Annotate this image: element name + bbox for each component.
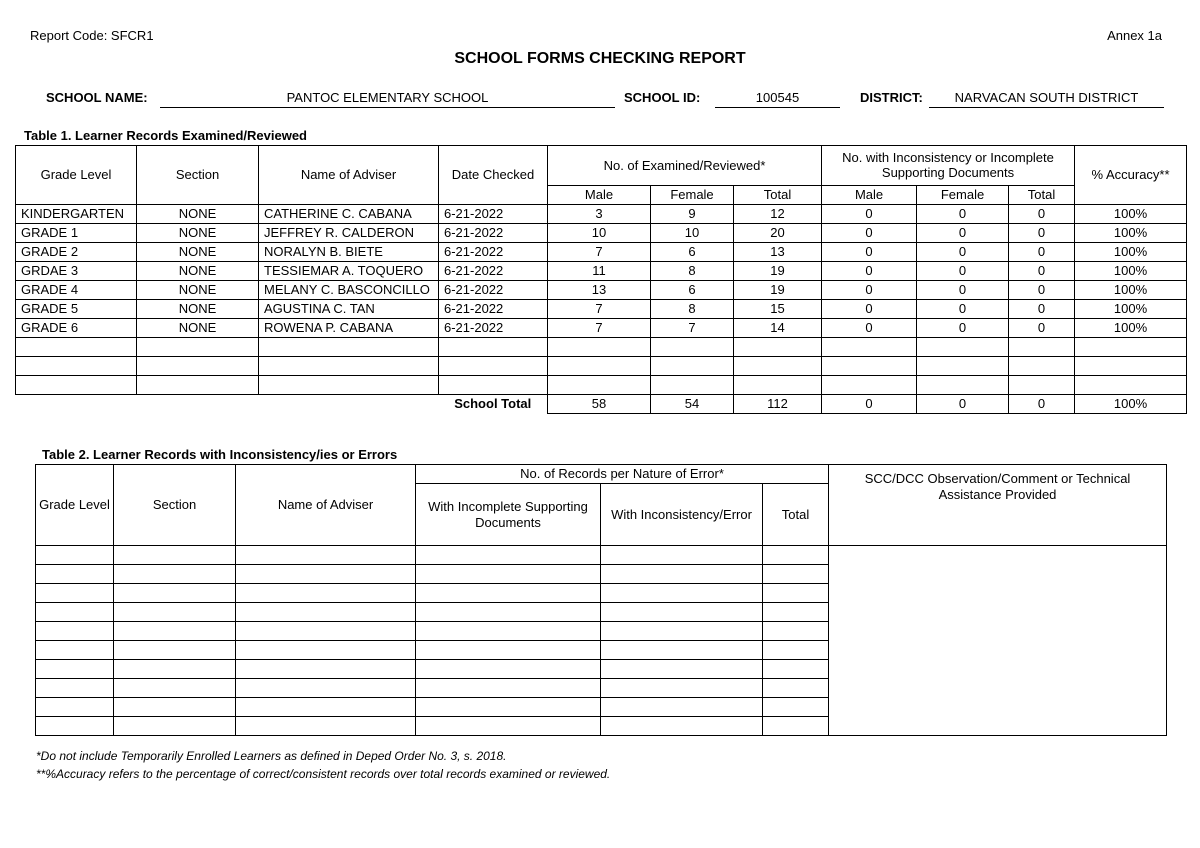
ex-male-cell: 7 [548,319,651,338]
empty-cell [114,584,236,603]
empty-cell [259,376,439,395]
ex-female-cell: 6 [651,243,734,262]
empty-cell [36,641,114,660]
t2-th-grade-level: Grade Level [36,465,114,546]
empty-cell [236,565,416,584]
empty-cell [601,679,763,698]
date-cell: 6-21-2022 [439,281,548,300]
th-section: Section [137,146,259,205]
in-male-cell: 0 [822,262,917,281]
empty-cell [416,641,601,660]
th-grade-level: Grade Level [16,146,137,205]
empty-cell [16,357,137,376]
ex-total-cell: 20 [734,224,822,243]
t2-th-section: Section [114,465,236,546]
th-ex-male: Male [548,185,651,204]
footnote-1: *Do not include Temporarily Enrolled Learners as defined in Deped Order No. 3, s. 2018. [36,749,507,763]
empty-cell [1009,357,1075,376]
adviser-cell: JEFFREY R. CALDERON [259,224,439,243]
grade-cell: GRDAE 3 [16,262,137,281]
empty-cell [137,376,259,395]
t2-th-nature: No. of Records per Nature of Error* [416,465,829,484]
ex-total-cell: 15 [734,300,822,319]
empty-cell [822,338,917,357]
empty-cell [734,338,822,357]
total-accuracy: 100% [1075,395,1187,414]
empty-cell [601,717,763,736]
school-total-row [16,395,1187,414]
empty-cell [601,565,763,584]
empty-cell [763,603,829,622]
empty-cell [651,357,734,376]
total-ex-total: 112 [734,395,822,414]
total-in-male: 0 [822,395,917,414]
ex-total-cell: 19 [734,262,822,281]
t2-th-observation: SCC/DCC Observation/Comment or Technical Assistance Provided [829,465,1167,546]
accuracy-cell: 100% [1075,319,1187,338]
empty-cell [137,338,259,357]
date-cell: 6-21-2022 [439,319,548,338]
in-female-cell: 0 [917,205,1009,224]
t2-th-inconsistency: With Inconsistency/Error [601,484,763,546]
empty-cell [114,717,236,736]
grade-cell: GRADE 4 [16,281,137,300]
empty-cell [36,679,114,698]
section-cell: NONE [137,300,259,319]
empty-cell [36,660,114,679]
empty-cell [236,641,416,660]
empty-cell [763,717,829,736]
empty-cell [259,338,439,357]
ex-total-cell: 13 [734,243,822,262]
ex-female-cell: 10 [651,224,734,243]
table-row [16,243,1187,262]
empty-cell [439,357,548,376]
empty-cell [763,660,829,679]
section-cell: NONE [137,262,259,281]
empty-row [16,338,1187,357]
in-female-cell: 0 [917,281,1009,300]
ex-male-cell: 7 [548,243,651,262]
date-cell: 6-21-2022 [439,300,548,319]
in-female-cell: 0 [917,243,1009,262]
empty-cell [763,622,829,641]
empty-cell [1009,376,1075,395]
ex-total-cell: 12 [734,205,822,224]
th-adviser: Name of Adviser [259,146,439,205]
empty-cell [601,546,763,565]
date-cell: 6-21-2022 [439,205,548,224]
ex-female-cell: 8 [651,300,734,319]
empty-cell [36,584,114,603]
section-cell: NONE [137,243,259,262]
table-row [16,319,1187,338]
in-male-cell: 0 [822,300,917,319]
empty-cell [137,357,259,376]
district-value: NARVACAN SOUTH DISTRICT [929,90,1164,108]
empty-cell [114,641,236,660]
school-name-value: PANTOC ELEMENTARY SCHOOL [160,90,615,108]
empty-cell [601,641,763,660]
grade-cell: GRADE 6 [16,319,137,338]
empty-cell [16,338,137,357]
empty-cell [114,622,236,641]
empty-cell [734,357,822,376]
in-male-cell: 0 [822,205,917,224]
empty-cell [236,717,416,736]
empty-cell [416,546,601,565]
in-total-cell: 0 [1009,300,1075,319]
grade-cell: GRADE 2 [16,243,137,262]
empty-cell [601,603,763,622]
in-female-cell: 0 [917,300,1009,319]
in-total-cell: 0 [1009,205,1075,224]
empty-cell [36,565,114,584]
empty-cell [36,717,114,736]
empty-cell [439,338,548,357]
total-ex-female: 54 [651,395,734,414]
ex-male-cell: 3 [548,205,651,224]
accuracy-cell: 100% [1075,281,1187,300]
section-cell: NONE [137,224,259,243]
empty-cell [548,357,651,376]
date-cell: 6-21-2022 [439,243,548,262]
page-title: SCHOOL FORMS CHECKING REPORT [454,50,746,67]
observation-box [829,546,1167,736]
in-female-cell: 0 [917,262,1009,281]
empty-cell [601,698,763,717]
empty-cell [236,584,416,603]
date-cell: 6-21-2022 [439,224,548,243]
in-total-cell: 0 [1009,281,1075,300]
empty-cell [236,622,416,641]
accuracy-cell: 100% [1075,205,1187,224]
empty-cell [416,565,601,584]
adviser-cell: TESSIEMAR A. TOQUERO [259,262,439,281]
empty-cell [763,679,829,698]
ex-total-cell: 14 [734,319,822,338]
empty-cell [114,679,236,698]
empty-cell [763,698,829,717]
total-in-total: 0 [1009,395,1075,414]
empty-cell [236,679,416,698]
in-male-cell: 0 [822,319,917,338]
accuracy-cell: 100% [1075,262,1187,281]
total-ex-male: 58 [548,395,651,414]
empty-cell [548,376,651,395]
in-total-cell: 0 [1009,262,1075,281]
th-accuracy: % Accuracy** [1075,146,1187,205]
empty-cell [114,603,236,622]
t2-th-adviser: Name of Adviser [236,465,416,546]
empty-row [36,546,1167,565]
empty-cell [416,660,601,679]
grade-cell: GRADE 1 [16,224,137,243]
in-male-cell: 0 [822,224,917,243]
empty-cell [36,622,114,641]
in-total-cell: 0 [1009,224,1075,243]
empty-cell [917,357,1009,376]
ex-male-cell: 7 [548,300,651,319]
adviser-cell: ROWENA P. CABANA [259,319,439,338]
empty-cell [416,717,601,736]
empty-cell [416,622,601,641]
section-cell: NONE [137,281,259,300]
empty-cell [763,584,829,603]
empty-cell [548,338,651,357]
ex-male-cell: 13 [548,281,651,300]
empty-cell [1075,376,1187,395]
table-row [16,281,1187,300]
adviser-cell: MELANY C. BASCONCILLO [259,281,439,300]
empty-cell [917,338,1009,357]
section-cell: NONE [137,319,259,338]
empty-cell [822,376,917,395]
table-row [16,205,1187,224]
t2-th-incomplete: With Incomplete Supporting Documents [416,484,601,546]
empty-cell [651,338,734,357]
school-id-value: 100545 [715,90,840,108]
total-in-female: 0 [917,395,1009,414]
date-cell: 6-21-2022 [439,262,548,281]
empty-cell [416,679,601,698]
ex-male-cell: 10 [548,224,651,243]
in-total-cell: 0 [1009,243,1075,262]
th-in-total: Total [1009,185,1075,204]
adviser-cell: NORALYN B. BIETE [259,243,439,262]
empty-cell [439,376,548,395]
ex-male-cell: 11 [548,262,651,281]
th-ex-total: Total [734,185,822,204]
ex-female-cell: 8 [651,262,734,281]
th-date-checked: Date Checked [439,146,548,205]
ex-female-cell: 6 [651,281,734,300]
in-female-cell: 0 [917,319,1009,338]
empty-cell [36,603,114,622]
empty-cell [763,641,829,660]
ex-female-cell: 7 [651,319,734,338]
in-female-cell: 0 [917,224,1009,243]
empty-cell [917,376,1009,395]
empty-cell [601,622,763,641]
th-inconsistency: No. with Inconsistency or Incomplete Supporting Documents [822,146,1075,186]
empty-cell [114,660,236,679]
empty-cell [236,603,416,622]
accuracy-cell: 100% [1075,300,1187,319]
empty-cell [236,698,416,717]
district-label: DISTRICT: [860,90,923,105]
empty-cell [734,376,822,395]
empty-cell [236,546,416,565]
empty-cell [114,698,236,717]
empty-cell [1075,357,1187,376]
ex-female-cell: 9 [651,205,734,224]
school-id-label: SCHOOL ID: [624,90,701,105]
empty-cell [16,376,137,395]
empty-cell [601,584,763,603]
footnote-2: **%Accuracy refers to the percentage of correct/consistent records over total records examined or reviewed. [36,767,611,781]
learner-records-table [15,145,1187,414]
table-row [16,262,1187,281]
empty-cell [36,698,114,717]
table-row [16,224,1187,243]
table1-caption: Table 1. Learner Records Examined/Reviewed [24,128,307,143]
empty-row [16,357,1187,376]
empty-cell [763,565,829,584]
empty-cell [1009,338,1075,357]
school-total-label: School Total [439,395,548,414]
adviser-cell: CATHERINE C. CABANA [259,205,439,224]
accuracy-cell: 100% [1075,224,1187,243]
in-total-cell: 0 [1009,319,1075,338]
grade-cell: KINDERGARTEN [16,205,137,224]
empty-cell [651,376,734,395]
th-in-male: Male [822,185,917,204]
report-code: Report Code: SFCR1 [30,28,154,43]
t2-th-total: Total [763,484,829,546]
empty-cell [36,546,114,565]
empty-cell [763,546,829,565]
th-examined: No. of Examined/Reviewed* [548,146,822,186]
school-name-label: SCHOOL NAME: [46,90,148,105]
empty-cell [114,546,236,565]
ex-total-cell: 19 [734,281,822,300]
empty-cell [416,603,601,622]
annex-label: Annex 1a [1107,28,1162,43]
section-cell: NONE [137,205,259,224]
empty-row [16,376,1187,395]
table2-caption: Table 2. Learner Records with Inconsistency/ies or Errors [42,447,398,462]
empty-cell [236,660,416,679]
table-row [16,300,1187,319]
empty-cell [822,357,917,376]
empty-cell [416,584,601,603]
empty-cell [259,357,439,376]
empty-cell [601,660,763,679]
grade-cell: GRADE 5 [16,300,137,319]
empty-cell [416,698,601,717]
in-male-cell: 0 [822,243,917,262]
inconsistency-table [35,464,1167,736]
accuracy-cell: 100% [1075,243,1187,262]
empty-cell [1075,338,1187,357]
th-ex-female: Female [651,185,734,204]
th-in-female: Female [917,185,1009,204]
in-male-cell: 0 [822,281,917,300]
empty-cell [114,565,236,584]
adviser-cell: AGUSTINA C. TAN [259,300,439,319]
